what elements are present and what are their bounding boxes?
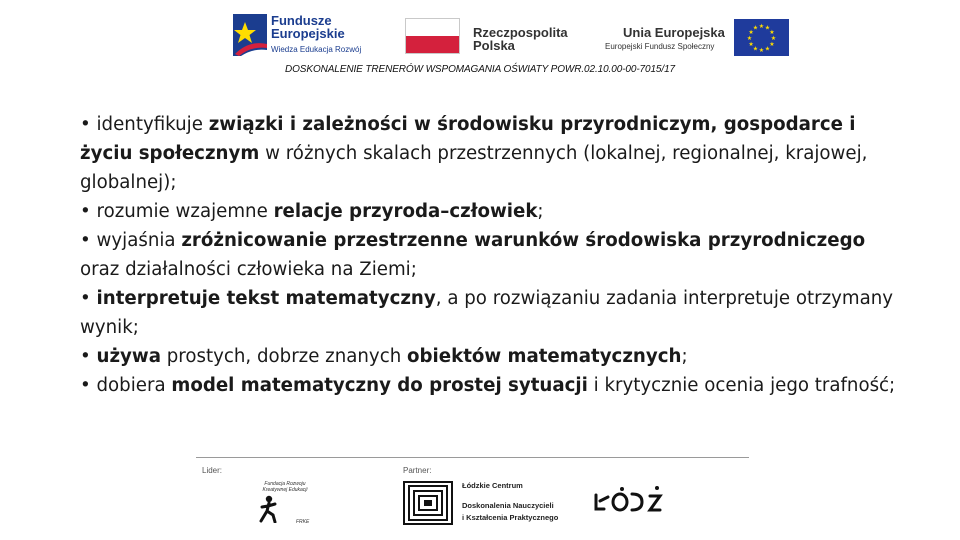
partner-line3: i Kształcenia Praktycznego (462, 513, 559, 522)
bullet-item (80, 226, 910, 284)
poland-flag-icon (405, 18, 460, 54)
svg-text:★: ★ (752, 45, 759, 53)
footer-divider (196, 457, 749, 458)
bullet-item (80, 371, 910, 400)
bullet-text: • wyjaśnia (80, 230, 182, 251)
bullet-bold-text: zróżnicowanie przestrzenne warunków środowiska przyrodniczego (181, 230, 866, 251)
svg-text:★: ★ (758, 47, 765, 54)
svg-text:★: ★ (748, 41, 754, 48)
svg-text:★: ★ (748, 29, 754, 36)
bullet-text: ; (681, 346, 688, 367)
bullet-item (80, 284, 910, 342)
partner-label: Partner: (403, 466, 432, 475)
bullet-bold-text: relacje przyroda–człowiek (273, 201, 538, 222)
bullet-bold-text: związki i zależności w środowisku przyrodniczym, gospodarce i życiu społecznym (80, 114, 856, 164)
lider-name: Fundacja Rozwoju Kreatywnej Edukacji (262, 481, 308, 493)
bullet-text: • (80, 288, 97, 309)
svg-text:★: ★ (770, 35, 777, 42)
project-caption: DOSKONALENIE TRENERÓW WSPOMAGANIA OŚWIATY POWR.02.10.00-00-7015/17 (285, 64, 675, 75)
content-body (80, 110, 910, 400)
bullet-text: • identyfikuje (80, 114, 209, 135)
bullet-text: oraz działalności człowieka na Ziemi; (80, 259, 417, 280)
bullet-text: w różnych skalach przestrzennych (lokalnej, regionalnej, krajowej, globalnej); (80, 143, 868, 193)
eu-flag-icon (734, 19, 789, 56)
fundusze-line2: Europejskie (271, 26, 345, 41)
lider-label: Lider: (202, 466, 223, 475)
eu-line2: Europejski Fundusz Społeczny (605, 42, 715, 51)
bullet-text: prostych, dobrze znanych (160, 346, 408, 367)
logo-bar (233, 12, 790, 60)
lider-tag: FRKE (296, 519, 310, 525)
fundusze-europejskie-logo (233, 12, 373, 58)
bullet-item (80, 342, 910, 371)
bullet-text: , a po rozwiązaniu zadania interpretuje otrzymany wynik; (80, 288, 894, 338)
bullet-text: • dobiera (80, 375, 172, 396)
svg-text:★: ★ (764, 24, 771, 32)
fundusze-program: Wiedza Edukacja Rozwój (271, 45, 362, 54)
fundusze-line1: Fundusze (271, 13, 332, 28)
bullet-bold-text: model matematyczny do prostej sytuacji (171, 375, 588, 396)
lodz-city-logo-icon (594, 485, 666, 513)
svg-text:★: ★ (764, 45, 771, 53)
svg-text:★: ★ (758, 23, 765, 30)
bullet-item (80, 110, 910, 197)
svg-text:★: ★ (746, 35, 753, 42)
eu-line1: Unia Europejska (623, 25, 725, 40)
bullet-bold-text: używa (96, 346, 161, 367)
partner-line2: Doskonalenia Nauczycieli (462, 501, 554, 510)
bullet-text: • (80, 346, 97, 367)
bullet-text: • rozumie wzajemne (80, 201, 274, 222)
bullet-text: ; (537, 201, 544, 222)
bullet-bold-text: obiektów matematycznych (407, 346, 682, 367)
footer (196, 457, 749, 527)
svg-text:★: ★ (769, 29, 775, 36)
poland-line2: Polska (473, 38, 515, 53)
running-figure-icon (258, 495, 280, 523)
fundusze-star-icon (233, 14, 267, 56)
bullet-bold-text: interpretuje tekst matematyczny (96, 288, 436, 309)
partner-line1: Łódzkie Centrum (462, 481, 523, 490)
bullet-text: i krytycznie ocenia jego trafność; (587, 375, 896, 396)
ldcn-square-logo-icon (403, 481, 453, 525)
svg-text:★: ★ (752, 24, 759, 32)
lider-logo (256, 479, 314, 527)
bullet-item (80, 197, 910, 226)
poland-line1: Rzeczpospolita (473, 25, 568, 40)
svg-text:★: ★ (769, 41, 775, 48)
